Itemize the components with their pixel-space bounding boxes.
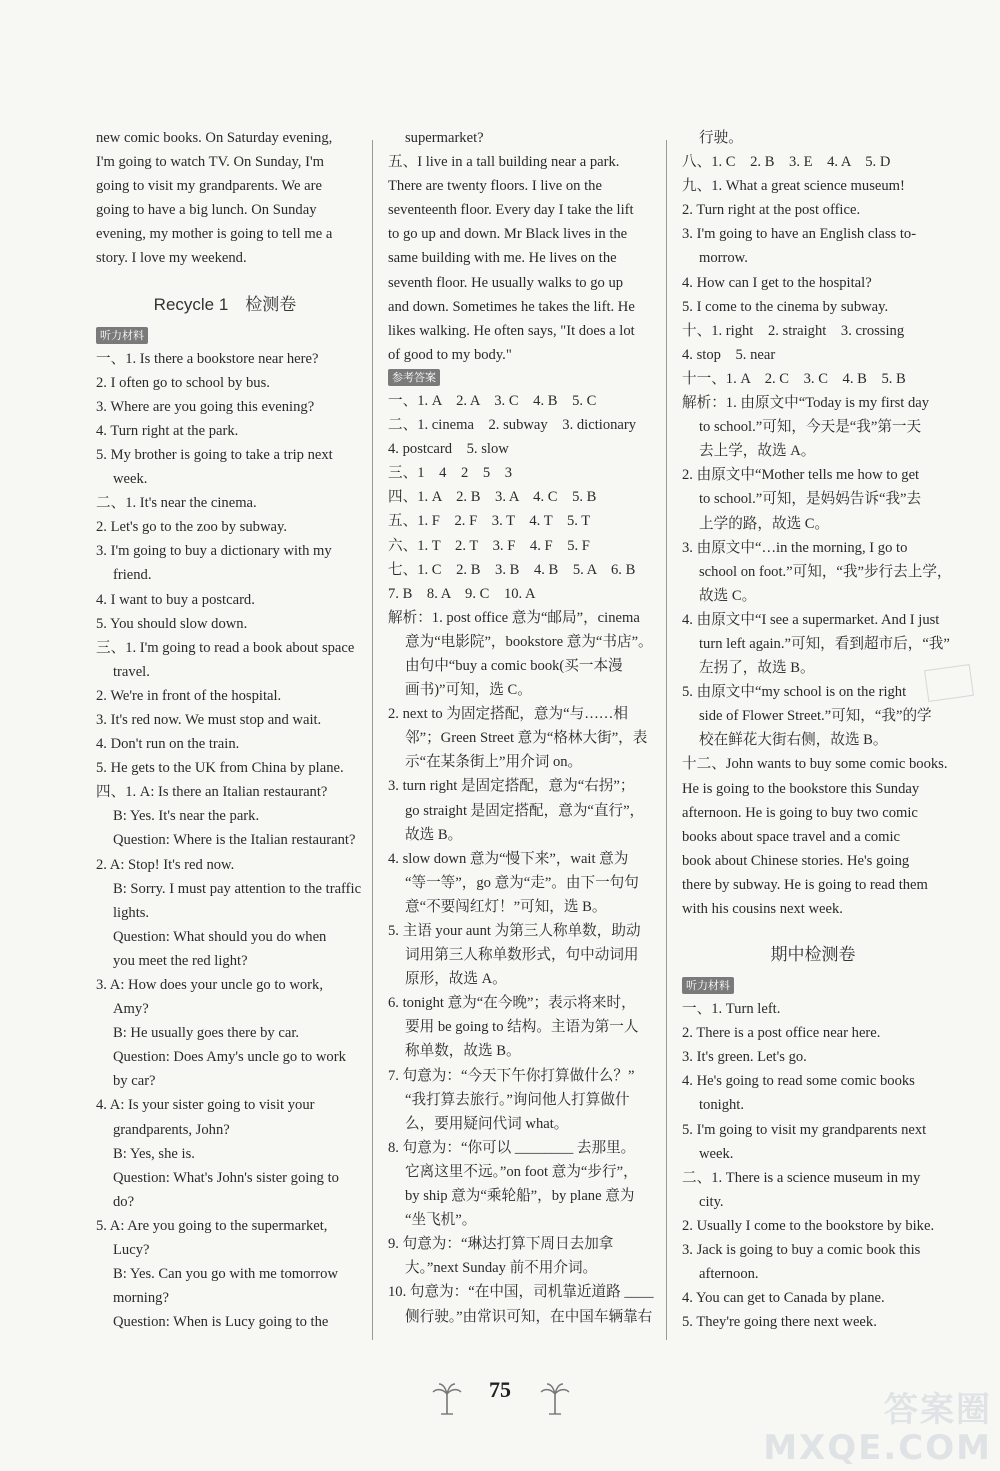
text-line: 么，要用疑问代词 what。 [405, 1115, 569, 1132]
text-line: “等一等”，go 意为“走”。由下一句句 [405, 874, 639, 891]
text-line: afternoon. He is going to buy two comic [682, 804, 918, 821]
text-line: 5. A: Are you going to the supermarket, [96, 1217, 328, 1234]
text-line: there by subway. He is going to read them [682, 876, 928, 893]
text-line: lights. [113, 904, 150, 921]
text-line: He is going to the bookstore this Sunday [682, 780, 920, 797]
text-line: morrow. [699, 250, 748, 267]
text-line: 5. I come to the cinema by subway. [682, 298, 889, 315]
col3-listening-lines [682, 997, 944, 1334]
text-line: book about Chinese stories. He's going [682, 852, 910, 869]
text-line: tonight. [699, 1097, 744, 1114]
text-line: 4. slow down 意为“慢下来”，wait 意为 [388, 850, 629, 867]
text-line: friend. [113, 567, 152, 584]
text-line: 二、1. It's near the cinema. [96, 495, 257, 512]
text-line: Question: What should you do when [113, 928, 327, 945]
text-line: 3. 由原文中“…in the morning, I go to [682, 539, 908, 556]
text-line: books about space travel and a comic [682, 828, 901, 845]
text-line: 3. Where are you going this evening? [96, 398, 315, 415]
text-line: 大。”next Sunday 前不用介词。 [405, 1260, 598, 1277]
text-line: 示“在某条街上”用介词 on。 [405, 754, 583, 771]
text-line: 一、1. Turn left. [682, 1001, 781, 1018]
text-line: 4. How can I get to the hospital? [682, 274, 872, 291]
column-divider-left [372, 140, 373, 1340]
text-line: 要用 be going to 结构。主语为第一人 [405, 1019, 639, 1036]
text-line: 五、1. F 2. F 3. T 4. T 5. T [388, 513, 591, 530]
text-line: 邻”；Green Street 意为“格林大街”，表 [405, 730, 648, 747]
text-line: 解析：1. post office 意为“邮局”，cinema [388, 609, 640, 626]
text-line: afternoon. [699, 1266, 759, 1283]
text-line: 5. You should slow down. [96, 615, 248, 632]
reference-answers-tag: 参考答案 [388, 369, 440, 386]
text-line: 3. It's red now. We must stop and wait. [96, 711, 322, 728]
text-line: 5. 主语 your aunt 为第三人称单数，助动 [388, 923, 641, 939]
text-line: side of Flower Street.”可知，“我”的学 [699, 708, 932, 725]
text-line: 4. He's going to read some comic books [682, 1073, 915, 1090]
text-line: 5. 由原文中“my school is on the right [682, 684, 907, 701]
text-line: 4. Don't run on the train. [96, 736, 240, 753]
text-line: 9. 句意为：“琳达打算下周日去加拿 [388, 1236, 614, 1253]
text-line: going to visit my grandparents. We are [96, 178, 322, 195]
text-line: B: Yes. Can you go with me tomorrow [113, 1266, 338, 1283]
text-line: go straight 是固定搭配，意为“直行”， [405, 802, 645, 819]
text-line: There are twenty floors. I live on the [388, 178, 602, 195]
text-line: likes walking. He often says, "It does a lot [388, 322, 635, 339]
text-line: 故选 C。 [699, 587, 757, 604]
text-line: 九、1. What a great science museum! [682, 178, 905, 195]
text-line: seventh floor. He usually walks to go up [388, 274, 624, 291]
text-line: 由句中“buy a comic book(买一本漫 [405, 657, 623, 674]
text-line: by ship 意为“乘轮船”，by plane 意为 [405, 1188, 635, 1205]
listening-material-tag: 听力材料 [96, 327, 148, 344]
text-line: to school.”可知，今天是“我”第一天 [699, 419, 922, 436]
text-line: to go up and down. Mr Black lives in the [388, 226, 628, 243]
text-line: B: Sorry. I must pay attention to the traffic [113, 880, 362, 897]
text-line: 画书)”可知，选 C。 [405, 682, 532, 699]
col2-listening-continued [388, 126, 650, 367]
text-line: week. [113, 471, 148, 488]
text-line: 三、1. I'm going to read a book about space [96, 639, 355, 656]
text-line: school on foot.”可知，“我”步行去上学， [699, 563, 952, 580]
text-line: B: Yes, she is. [113, 1145, 195, 1162]
col2-answer-lines [388, 389, 654, 1329]
section-heading-recycle-1: Recycle 1 检测卷 [153, 294, 297, 314]
text-line: and down. Sometimes he takes the lift. He [388, 298, 635, 315]
text-line: 2. 由原文中“Mother tells me how to get [682, 467, 920, 484]
text-line: by car? [113, 1073, 156, 1090]
col1-listening-lines [96, 347, 362, 1335]
text-line: supermarket? [405, 130, 484, 146]
text-line: 3. turn right 是固定搭配，意为“右拐”； [388, 778, 635, 795]
text-line: 4. postcard 5. slow [388, 441, 509, 458]
text-line: 行驶。 [699, 130, 743, 146]
text-line: Question: Where is the Italian restaurant? [113, 832, 356, 849]
text-line: 故选 B。 [405, 826, 463, 843]
text-line: 2. Let's go to the zoo by subway. [96, 519, 287, 536]
text-line: 意为“电影院”，bookstore 意为“书店”。 [405, 633, 653, 650]
text-line: do? [113, 1193, 135, 1210]
text-line: 它离这里不远。”on foot 意为“步行”， [405, 1163, 638, 1180]
text-line: 一、1. A 2. A 3. C 4. B 5. C [388, 392, 597, 409]
text-line: 3. Jack is going to buy a comic book this [682, 1242, 921, 1259]
text-line: 词用第三人称单数形式，句中动词用 [405, 947, 639, 964]
text-line: Amy? [113, 1001, 149, 1018]
text-line: 侧行驶。”由常识可知，在中国车辆靠右 [405, 1308, 653, 1325]
text-line: 十、1. right 2. straight 3. crossing [682, 322, 905, 339]
text-line: 8. 句意为：“你可以 ________ 去那里。 [388, 1139, 636, 1156]
text-line: with his cousins next week. [682, 901, 843, 917]
text-line: 3. I'm going to buy a dictionary with my [96, 543, 332, 560]
text-line: 4. A: Is your sister going to visit your [96, 1097, 315, 1114]
column-2 [388, 126, 654, 1329]
text-line: city. [699, 1193, 724, 1210]
text-line: 二、1. cinema 2. subway 3. dictionary [388, 417, 637, 434]
palm-tree-icon [540, 1380, 570, 1416]
text-line: Question: What's John's sister going to [113, 1169, 339, 1186]
text-line: 5. He gets to the UK from China by plane. [96, 760, 344, 777]
page-number: 75 [489, 1377, 511, 1402]
text-line: week. [699, 1145, 734, 1162]
watermark-line: MXQE.COM [763, 1428, 992, 1468]
text-line: 4. You can get to Canada by plane. [682, 1290, 885, 1307]
text-line: 左拐了，故选 B。 [699, 660, 815, 677]
text-line: 一、1. Is there a bookstore near here? [96, 350, 319, 367]
text-line: 2. A: Stop! It's red now. [96, 856, 235, 873]
text-line: 5. They're going there next week. [682, 1314, 877, 1331]
text-line: of good to my body." [388, 346, 512, 363]
text-line: 2. There is a post office near here. [682, 1025, 881, 1042]
text-line: turn left again.”可知，看到超市后，“我” [699, 635, 950, 652]
text-line: 上学的路，故选 C。 [699, 515, 830, 532]
text-line: B: Yes. It's near the park. [113, 808, 260, 825]
text-line: 5. I'm going to visit my grandparents next [682, 1121, 927, 1138]
stamp-mark [924, 664, 974, 702]
text-line: 2. Turn right at the post office. [682, 202, 861, 219]
text-line: 六、1. T 2. T 3. F 4. F 5. F [388, 537, 590, 554]
text-line: 解析：1. 由原文中“Today is my first day [682, 395, 930, 412]
text-line: 三、1 4 2 5 3 [388, 465, 513, 482]
text-line: 原形，故选 A。 [405, 971, 507, 988]
text-line: “坐飞机”。 [405, 1212, 477, 1229]
text-line: “我打算去旅行。”询问他人打算做什 [405, 1091, 630, 1108]
watermark [763, 1391, 992, 1467]
text-line: 校在鲜花大街右侧，故选 B。 [699, 732, 888, 749]
text-line: 2. Usually I come to the bookstore by bike. [682, 1217, 935, 1234]
column-3 [682, 126, 952, 1334]
text-line: going to have a big lunch. On Sunday [96, 202, 317, 219]
text-line: 2. next to 为固定搭配，意为“与……相 [388, 706, 628, 723]
listening-material-tag: 听力材料 [682, 977, 734, 994]
text-line: 7. B 8. A 9. C 10. A [388, 585, 536, 602]
text-line: 4. Turn right at the park. [96, 422, 239, 439]
text-line: 意“不要闯红灯！”可知，选 B。 [405, 898, 607, 915]
text-line: 10. 句意为：“在中国，司机靠近道路 ____ [388, 1284, 654, 1301]
text-line: 3. A: How does your uncle go to work, [96, 977, 323, 993]
text-line: 七、1. C 2. B 3. B 4. B 5. A 6. B [388, 561, 636, 578]
text-line: Question: When is Lucy going to the [113, 1314, 329, 1331]
text-line: 7. 句意为：“今天下午你打算做什么？” [388, 1067, 635, 1084]
text-line: 二、1. There is a science museum in my [682, 1169, 921, 1186]
text-line: 十二、John wants to buy some comic books. [682, 756, 948, 773]
text-line: travel. [113, 663, 150, 680]
text-line: to school.”可知，是妈妈告诉“我”去 [699, 491, 922, 508]
text-line: B: He usually goes there by car. [113, 1025, 300, 1042]
text-line: 八、1. C 2. B 3. E 4. A 5. D [682, 154, 891, 171]
text-line: new comic books. On Saturday evening, [96, 130, 333, 146]
text-line: 去上学，故选 A。 [699, 443, 816, 460]
text-line: evening, my mother is going to tell me a [96, 226, 333, 243]
text-line: 5. My brother is going to take a trip next [96, 446, 333, 463]
text-line: 十一、1. A 2. C 3. C 4. B 5. B [682, 370, 906, 387]
text-line: 五、I live in a tall building near a park. [388, 154, 620, 171]
text-line: Question: Does Amy's uncle go to work [113, 1049, 346, 1066]
text-line: 称单数，故选 B。 [405, 1043, 521, 1060]
column-1 [96, 126, 362, 1334]
text-line: 3. It's green. Let's go. [682, 1049, 807, 1066]
text-line: Lucy? [113, 1242, 150, 1259]
text-line: 四、1. A: Is there an Italian restaurant? [96, 784, 328, 801]
col1-intro [96, 126, 354, 271]
text-line: 4. 由原文中“I see a supermarket. And I just [682, 611, 940, 628]
text-line: you meet the red light? [113, 952, 248, 969]
text-line: 2. I often go to school by bus. [96, 374, 270, 391]
text-line: same building with me. He lives on the [388, 250, 617, 267]
text-line: I'm going to watch TV. On Sunday, I'm [96, 154, 324, 171]
text-line: 四、1. A 2. B 3. A 4. C 5. B [388, 489, 597, 506]
text-line: morning? [113, 1290, 169, 1307]
palm-tree-icon [432, 1380, 462, 1416]
text-line: 4. stop 5. near [682, 346, 776, 363]
text-line: 4. I want to buy a postcard. [96, 591, 255, 608]
section-heading-midterm: 期中检测卷 [770, 945, 856, 965]
text-line: seventeenth floor. Every day I take the lift [388, 202, 634, 219]
text-line: 6. tonight 意为“在今晚”；表示将来时， [388, 995, 636, 1012]
text-line: grandparents, John? [113, 1121, 230, 1138]
column-divider-right [666, 140, 667, 1340]
text-line: 3. I'm going to have an English class to- [682, 226, 917, 243]
col3-answers [682, 126, 952, 921]
watermark-line: 答案圈 [884, 1390, 992, 1430]
text-line: 2. We're in front of the hospital. [96, 687, 282, 704]
text-line: story. I love my weekend. [96, 250, 247, 267]
